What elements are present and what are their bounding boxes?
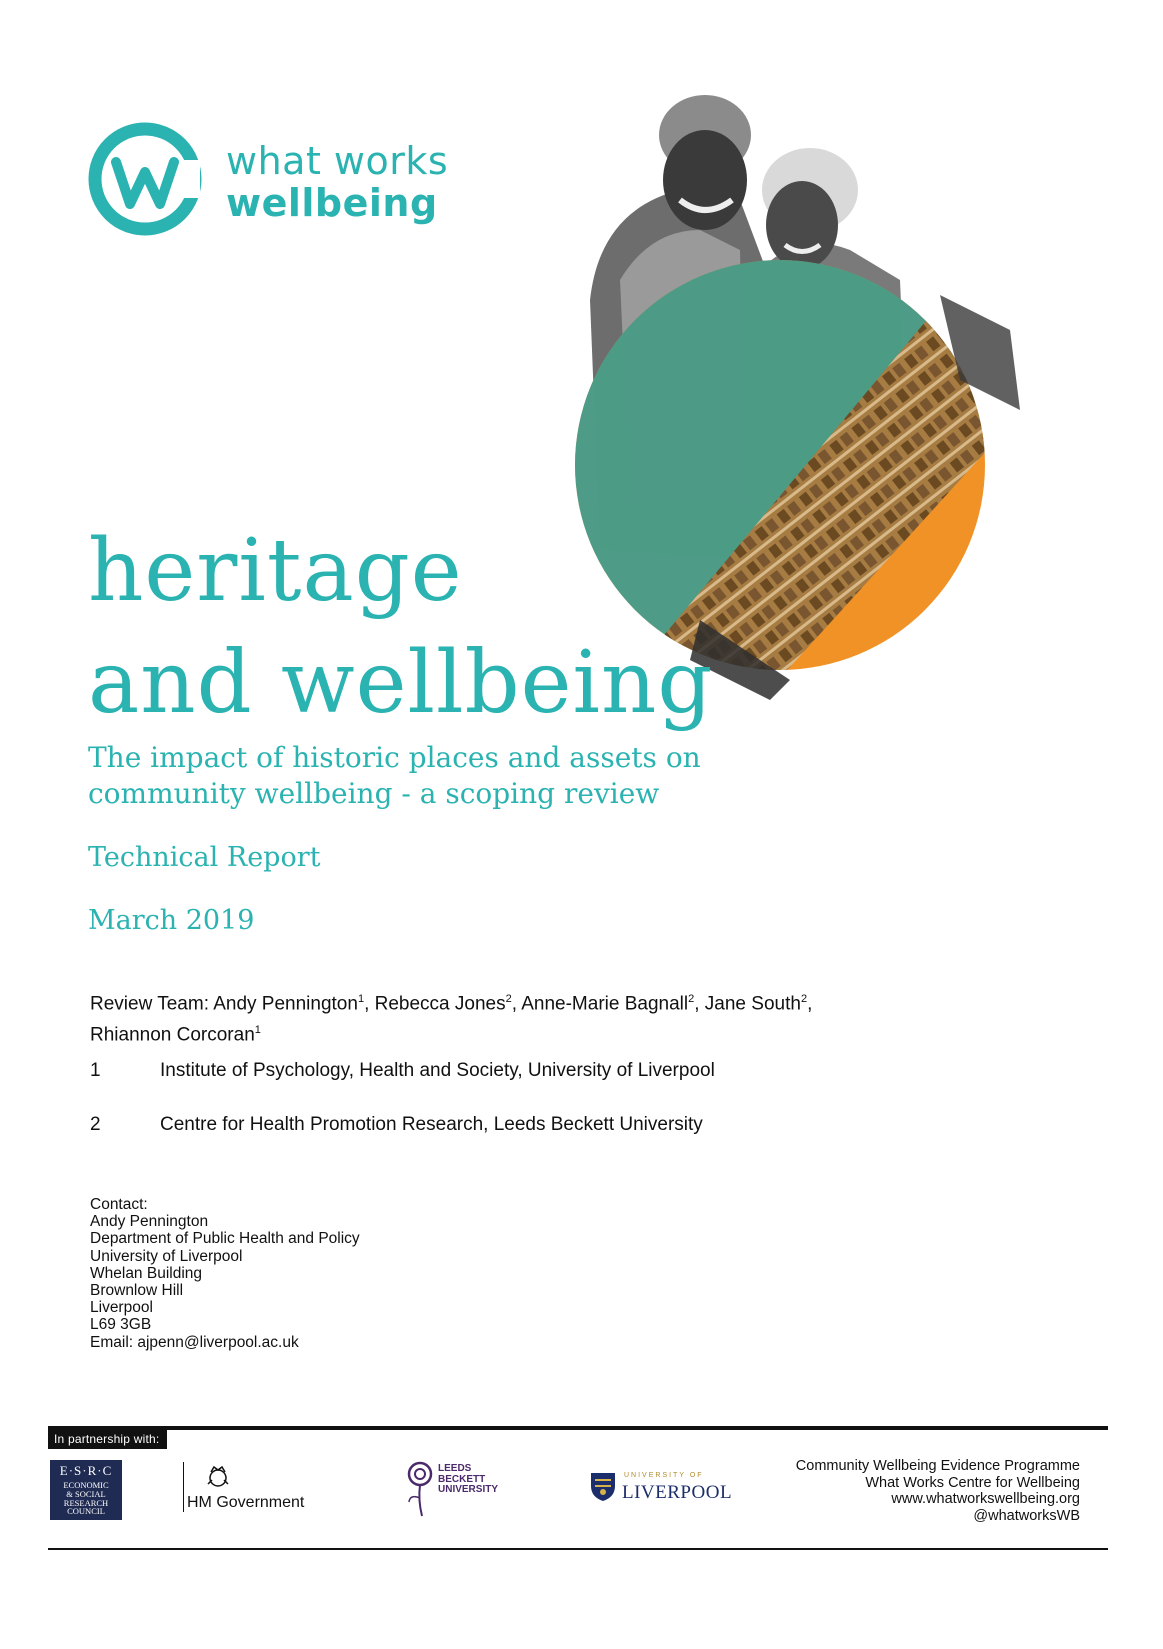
twitter-handle[interactable]: @whatworksWB — [973, 1507, 1080, 1524]
logo-w-icon — [86, 120, 204, 238]
programme-info — [740, 1458, 1080, 1524]
affiliation-text: Institute of Psychology, Health and Society, University of Liverpool — [160, 1060, 715, 1081]
separator: , — [807, 993, 813, 1015]
contact-city: Liverpool — [90, 1299, 153, 1317]
affiliation-marker: 2 — [688, 993, 695, 1005]
team-member: Anne-Marie Bagnall — [521, 993, 689, 1015]
affiliation-number: 2 — [90, 1114, 101, 1135]
contact-email[interactable]: Email: ajpenn@liverpool.ac.uk — [90, 1333, 299, 1351]
liverpool-small-text: UNIVERSITY OF — [624, 1472, 704, 1479]
review-team-label: Review Team: — [90, 993, 214, 1015]
affiliation-text: Centre for Health Promotion Research, Leeds Beckett University — [160, 1114, 703, 1135]
what-works-wellbeing-logo — [86, 120, 486, 240]
affiliation-marker: 2 — [505, 993, 512, 1005]
hm-government-logo — [183, 1462, 323, 1518]
affiliation-marker: 1 — [254, 1024, 261, 1037]
esrc-line: & SOCIAL — [66, 1488, 106, 1499]
team-member: Jane South — [704, 993, 801, 1015]
affiliation-1 — [90, 1060, 715, 1082]
logo-line-2: wellbeing — [226, 181, 438, 225]
esrc-acronym: E·S·R·C — [59, 1463, 113, 1478]
partnership-label: In partnership with: — [48, 1430, 167, 1449]
logo-line-1: what works — [226, 139, 449, 183]
esrc-line: RESEARCH — [63, 1497, 109, 1508]
liverpool-big-text: LIVERPOOL — [622, 1482, 733, 1503]
royal-crest-icon — [205, 1464, 231, 1490]
affiliation-2 — [90, 1114, 703, 1136]
title-line-2: and wellbeing — [88, 633, 714, 733]
esrc-logo — [50, 1460, 122, 1520]
hm-government-text: HM Government — [187, 1494, 305, 1511]
document-title — [88, 515, 713, 739]
contact-name: Andy Pennington — [90, 1213, 209, 1231]
document-subtitle — [88, 740, 701, 812]
team-member: Andy Pennington — [213, 993, 358, 1015]
contact-block — [90, 1196, 360, 1351]
contact-postcode: L69 3GB — [90, 1316, 152, 1334]
esrc-line: COUNCIL — [67, 1506, 105, 1517]
liverpool-shield-icon — [590, 1472, 616, 1502]
affiliation-number: 1 — [90, 1060, 101, 1081]
leeds-beckett-logo — [404, 1460, 514, 1520]
report-type: Technical Report — [88, 842, 321, 873]
university-of-liverpool-logo — [590, 1472, 733, 1512]
affiliation-marker: 1 — [357, 993, 365, 1005]
report-date: March 2019 — [88, 905, 255, 936]
programme-name: Community Wellbeing Evidence Programme — [795, 1458, 1080, 1474]
contact-university: University of Liverpool — [90, 1247, 243, 1265]
website-link[interactable]: www.whatworkswellbeing.org — [891, 1491, 1080, 1507]
centre-name: What Works Centre for Wellbeing — [865, 1474, 1080, 1491]
leeds-line: LEEDS — [438, 1463, 472, 1474]
contact-heading: Contact: — [90, 1196, 148, 1213]
separator: , — [364, 993, 375, 1015]
team-member: Rebecca Jones — [374, 993, 506, 1015]
contact-department: Department of Public Health and Policy — [90, 1230, 360, 1248]
affiliation-marker: 2 — [800, 993, 808, 1005]
separator: , — [694, 993, 705, 1015]
contact-street: Brownlow Hill — [90, 1282, 184, 1300]
esrc-line: ECONOMIC — [63, 1480, 109, 1490]
subtitle-line-1: The impact of historic places and assets on — [88, 741, 701, 774]
footer-bottom-rule — [48, 1548, 1108, 1550]
subtitle-line-2: community wellbeing - a scoping review — [88, 777, 660, 810]
separator: , — [511, 993, 522, 1015]
contact-building: Whelan Building — [90, 1264, 203, 1282]
leeds-line: UNIVERSITY — [438, 1484, 499, 1495]
leeds-line: BECKETT — [438, 1473, 486, 1485]
team-member: Rhiannon Corcoran — [90, 1024, 255, 1046]
review-team — [90, 986, 990, 1049]
title-line-1: heritage — [88, 521, 463, 621]
footer-top-rule — [48, 1426, 1108, 1430]
rose-icon — [404, 1460, 438, 1518]
